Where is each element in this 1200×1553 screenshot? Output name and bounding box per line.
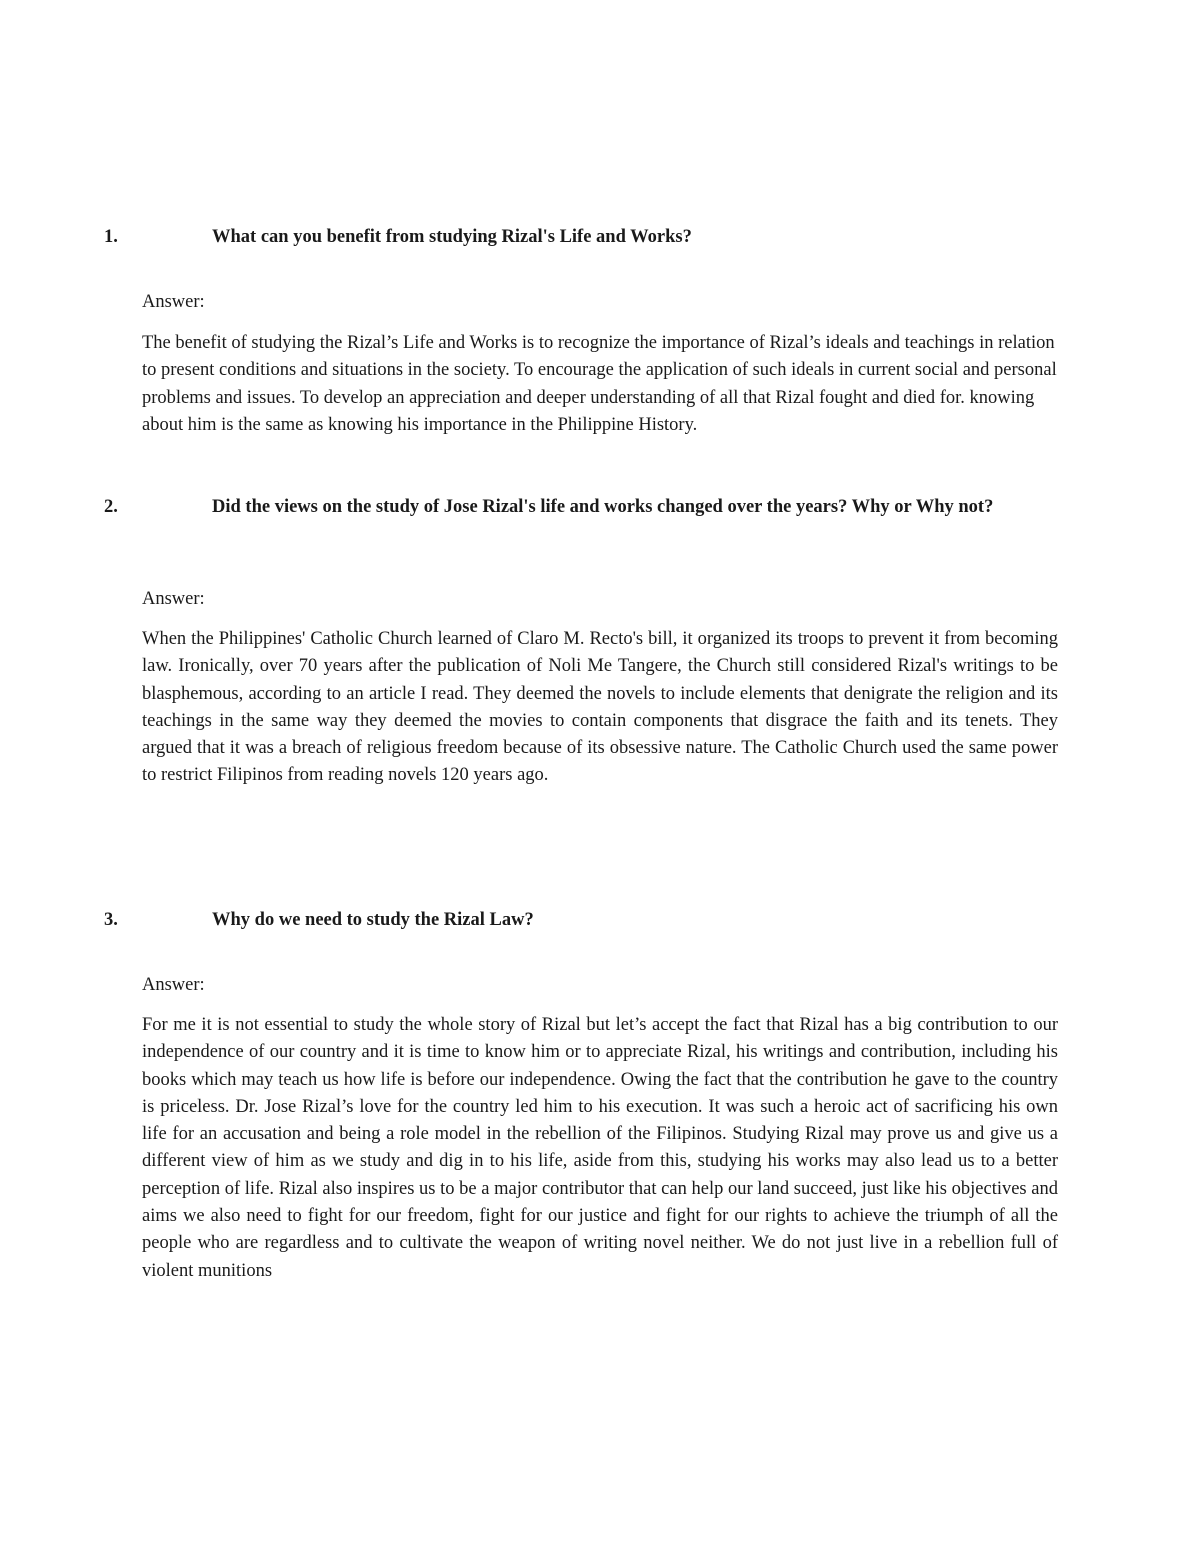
question-number: 2.: [104, 497, 118, 517]
answer-text: When the Philippines' Catholic Church learned of Claro M. Recto's bill, it organized its troops to prevent it from becoming law. Ironically, over 70 years after the publication of Noli Me Tangere, the Church still considered Rizal's writings to be blasphemous, according to an article I read. They deemed the novels to include elements that denigrate the religion and its teachings in the same way they deemed the movies to contain components that disgrace the faith and its tenets. They argued that it was a breach of religious freedom because of its obsessive nature. The Catholic Church used the same power to restrict Filipinos from reading novels 120 years ago.: [142, 629, 1058, 786]
question-2: [104, 494, 1064, 520]
answer-label: Answer:: [142, 589, 205, 609]
answer-text: The benefit of studying the Rizal’s Life and Works is to recognize the importance of Rizal’s ideals and teachings in relation to present conditions and situations in the society. To encourage the application of such ideals in current social and personal problems and issues. To develop an appreciation and deeper understanding of all that Rizal fought and died for. knowing about him is the same as knowing his importance in the Philippine History.: [142, 333, 1057, 435]
question-text: What can you benefit from studying Rizal's Life and Works?: [212, 227, 692, 247]
question-text: Why do we need to study the Rizal Law?: [212, 910, 534, 930]
question-text: Did the views on the study of Jose Rizal's life and works changed over the years? Why or Why not?: [212, 497, 994, 517]
question-3: [104, 907, 1064, 933]
answer-text: For me it is not essential to study the whole story of Rizal but let’s accept the fact that Rizal has a big contribution to our independence of our country and it is time to know him or to appreciate Rizal, his writings and contribution, including his books which may teach us how life is before our independence. Owing the fact that the contribution he gave to the country is priceless. Dr. Jose Rizal’s love for the country led him to his execution. It was such a heroic act of sacrificing his own life for an accusation and being a role model in the rebellion of the Filipinos. Studying Rizal may prove us and give us a different view of him as we study and dig in to his life, aside from this, studying his works may also lead us to a better perception of life. Rizal also inspires us to be a major contributor that can help our land succeed, just like his objectives and aims we also need to fight for our freedom, fight for our justice and fight for our rights to achieve the triumph of all the people who are regardless and to cultivate the weapon of writing novel neither. We do not just live in a rebellion full of violent munitions: [142, 1015, 1058, 1281]
question-number: 3.: [104, 910, 118, 930]
answer-label: Answer:: [142, 292, 205, 312]
question-1: [104, 224, 1064, 250]
answer-label: Answer:: [142, 975, 205, 995]
question-number: 1.: [104, 227, 118, 247]
